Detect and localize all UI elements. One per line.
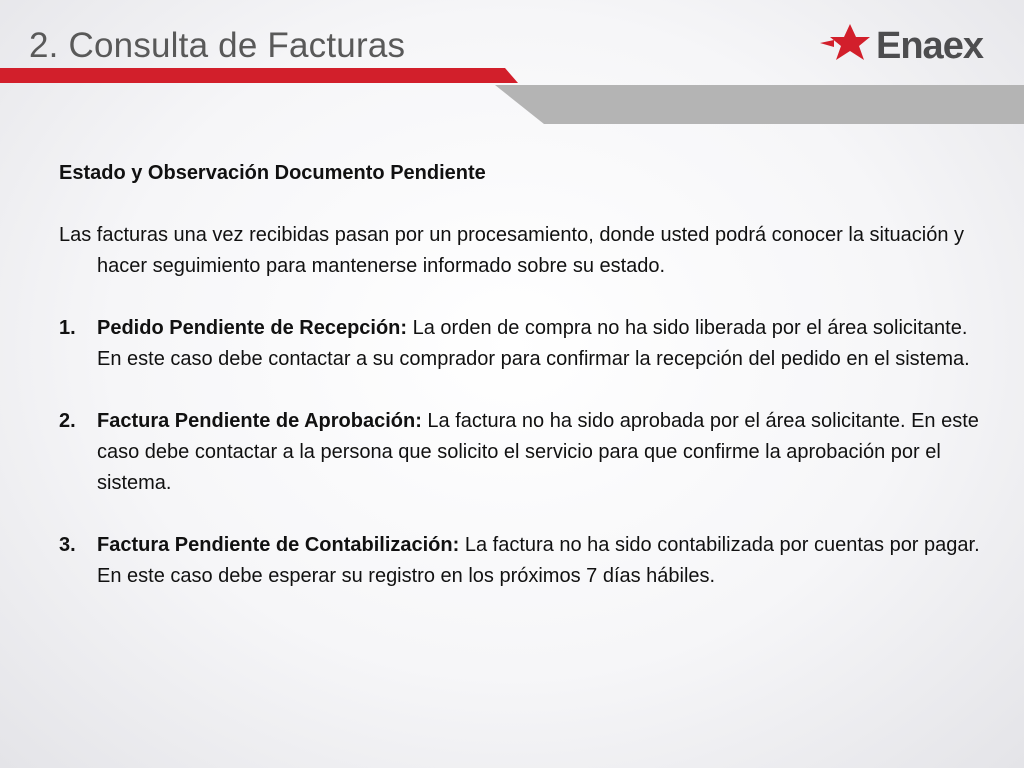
item-body: [97, 530, 989, 592]
content-subtitle: Estado y Observación Documento Pendiente: [59, 162, 486, 184]
list-item: [59, 406, 989, 499]
slide-content: [59, 158, 989, 623]
item-text: La factura no ha sido aprobada por el área solicitante. En este caso debe contactar a la persona que solicito el servicio para que confirme la aprobación por el sistema.: [97, 410, 979, 494]
list-item: [59, 313, 989, 375]
item-body: [97, 313, 989, 375]
red-band: [0, 68, 518, 83]
item-title: Pedido Pendiente de Recepción:: [97, 317, 408, 339]
item-text: La orden de compra no ha sido liberada por el área solicitante. En este caso debe contactar a su comprador para confirmar la recepción del pedido en el sistema.: [97, 317, 970, 370]
item-body: [97, 406, 989, 499]
header-decoration: [0, 68, 1024, 126]
enaex-logo: [820, 20, 1006, 68]
item-text: La factura no ha sido contabilizada por cuentas por pagar. En este caso debe esperar su registro en los próximos 7 días hábiles.: [97, 534, 980, 587]
item-title: Factura Pendiente de Contabilización:: [97, 534, 460, 556]
intro-paragraph: Las facturas una vez recibidas pasan por un procesamiento, donde usted podrá conocer la situación y hacer seguimiento para mantenerse informado sobre su estado.: [59, 224, 964, 277]
item-title: Factura Pendiente de Aprobación:: [97, 410, 422, 432]
logo-wordmark: Enaex: [876, 25, 983, 67]
item-number: 1.: [59, 317, 76, 339]
grey-band: [495, 85, 1024, 124]
list-item: [59, 530, 989, 592]
enaex-star-icon: [820, 24, 870, 60]
item-number: 3.: [59, 534, 76, 556]
slide-title: 2. Consulta de Facturas: [29, 26, 406, 65]
item-number: 2.: [59, 410, 76, 432]
